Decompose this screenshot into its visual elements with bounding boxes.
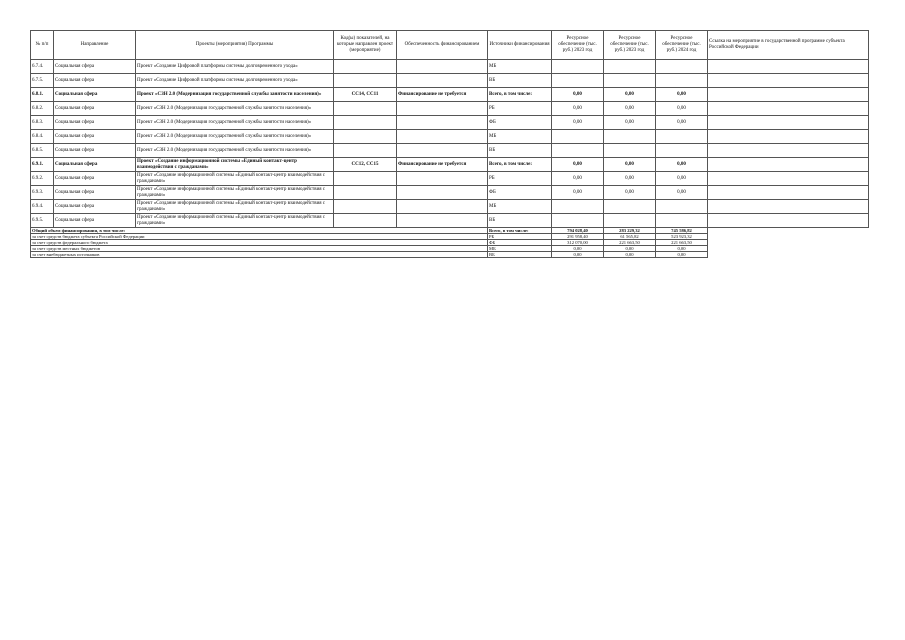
header-sources: Источники финансирования (488, 31, 552, 60)
row-source: Всего, в том числе: (488, 158, 552, 172)
table-row (31, 116, 869, 130)
row-value-2023: 0,00 (552, 172, 604, 186)
header-resources-2023: Ресурсное обеспечение (тыс. руб.) 2023 год (552, 31, 604, 60)
header-resources-2023b: Ресурсное обеспечение (тыс. руб.) 2023 год (604, 31, 656, 60)
row-value-2023b: 0,00 (604, 88, 656, 102)
summary-link (708, 252, 869, 258)
row-number: 6.7.4. (31, 60, 54, 74)
header-indicator-codes: Код(ы) показателей, на которые направлен проект (мероприятие) (334, 31, 397, 60)
row-value-2023b (604, 200, 656, 214)
summary-source: ФБ (488, 240, 552, 246)
row-value-2023b: 0,00 (604, 172, 656, 186)
row-value-2023b: 0,00 (604, 158, 656, 172)
row-value-2023 (552, 144, 604, 158)
row-project: Проект «Создание информационной системы «Единый контакт-центр взаимодействия с гражданами» (136, 200, 334, 214)
row-program-link (708, 102, 869, 116)
row-project: Проект «СЗН 2.0 (Модернизация государственной службы занятости населения)» (136, 88, 334, 102)
row-program-link (708, 130, 869, 144)
row-indicator-codes: СС14, СС11 (334, 88, 397, 102)
table-row (31, 200, 869, 214)
summary-value-2024: 745 586,82 (656, 228, 708, 234)
row-direction: Социальная сфера (54, 144, 136, 158)
financing-table (30, 30, 869, 258)
row-number: 6.8.2. (31, 102, 54, 116)
row-direction: Социальная сфера (54, 158, 136, 172)
table-row (31, 102, 869, 116)
row-number: 6.9.2. (31, 172, 54, 186)
row-value-2023 (552, 74, 604, 88)
row-source: ФБ (488, 116, 552, 130)
summary-source: Всего, в том числе: (488, 228, 552, 234)
table-row (31, 214, 869, 228)
row-value-2024 (656, 130, 708, 144)
row-source: ВБ (488, 144, 552, 158)
row-value-2023: 0,00 (552, 158, 604, 172)
row-indicator-codes (334, 186, 397, 200)
summary-value-2023b: 0,00 (604, 246, 656, 252)
summary-source: МБ (488, 246, 552, 252)
row-financing-need: Финансирование не требуется (397, 88, 488, 102)
row-direction: Социальная сфера (54, 200, 136, 214)
row-program-link (708, 200, 869, 214)
row-program-link (708, 60, 869, 74)
header-project: Проекты (мероприятия) Программы (136, 31, 334, 60)
row-indicator-codes (334, 102, 397, 116)
row-value-2023: 0,00 (552, 116, 604, 130)
row-value-2024: 0,00 (656, 88, 708, 102)
summary-value-2023b: 221 663,50 (604, 240, 656, 246)
row-project: Проект «СЗН 2.0 (Модернизация государственной службы занятости населения)» (136, 102, 334, 116)
header-financing-need: Обеспеченность финансированием (397, 31, 488, 60)
header-resources-2024: Ресурсное обеспечение (тыс. руб.) 2024 год (656, 31, 708, 60)
summary-value-2023: 0,00 (552, 252, 604, 258)
row-value-2023 (552, 130, 604, 144)
row-project: Проект «СЗН 2.0 (Модернизация государственной службы занятости населения)» (136, 130, 334, 144)
row-value-2024 (656, 144, 708, 158)
row-project: Проект «Создание Цифровой платформы системы долговременного ухода» (136, 74, 334, 88)
row-value-2023 (552, 200, 604, 214)
table-row (31, 60, 869, 74)
row-value-2023b: 0,00 (604, 102, 656, 116)
row-financing-need (397, 200, 488, 214)
row-program-link (708, 158, 869, 172)
row-program-link (708, 144, 869, 158)
row-value-2024: 0,00 (656, 158, 708, 172)
row-project: Проект «СЗН 2.0 (Модернизация государственной службы занятости населения)» (136, 116, 334, 130)
summary-value-2023: 0,00 (552, 246, 604, 252)
row-value-2023b: 0,00 (604, 116, 656, 130)
row-value-2023b (604, 144, 656, 158)
row-value-2024 (656, 74, 708, 88)
summary-source: РБ (488, 234, 552, 240)
row-number: 6.7.5. (31, 74, 54, 88)
row-project: Проект «Создание информационной системы «Единый контакт-центр взаимодействия с гражданами» (136, 172, 334, 186)
row-financing-need (397, 130, 488, 144)
row-source: МБ (488, 60, 552, 74)
row-value-2023 (552, 214, 604, 228)
row-value-2023b (604, 214, 656, 228)
row-source: МБ (488, 200, 552, 214)
row-program-link (708, 172, 869, 186)
table-row (31, 186, 869, 200)
row-project: Проект «Создание информационной системы «Единый контакт-центр взаимодействия с гражданами» (136, 158, 334, 172)
row-value-2024: 0,00 (656, 102, 708, 116)
summary-source: ВБ (488, 252, 552, 258)
row-value-2023b (604, 130, 656, 144)
header-row (31, 31, 869, 60)
row-value-2023b (604, 74, 656, 88)
row-financing-need (397, 116, 488, 130)
row-value-2024 (656, 200, 708, 214)
header-program-link: Ссылка на мероприятие в государственной программе субъекта Российской Федерации (708, 31, 869, 60)
row-direction: Социальная сфера (54, 102, 136, 116)
row-source: Всего, в том числе: (488, 88, 552, 102)
row-financing-need (397, 74, 488, 88)
row-number: 6.9.3. (31, 186, 54, 200)
summary-value-2024: 523 923,32 (656, 234, 708, 240)
row-number: 6.8.3. (31, 116, 54, 130)
row-source: ВБ (488, 214, 552, 228)
row-direction: Социальная сфера (54, 214, 136, 228)
row-program-link (708, 116, 869, 130)
row-source: МБ (488, 130, 552, 144)
row-value-2023 (552, 60, 604, 74)
row-financing-need: Финансирование не требуется (397, 158, 488, 172)
row-source: ВБ (488, 74, 552, 88)
summary-value-2024: 221 663,50 (656, 240, 708, 246)
row-financing-need (397, 214, 488, 228)
row-indicator-codes (334, 116, 397, 130)
header-direction: Направление (54, 31, 136, 60)
row-source: ФБ (488, 186, 552, 200)
summary-label: за счет средств бюджета субъекта Российской Федерации (31, 234, 488, 240)
summary-label: Общий объем финансирования, в том числе: (31, 228, 488, 234)
row-direction: Социальная сфера (54, 130, 136, 144)
row-value-2023b: 0,00 (604, 186, 656, 200)
table-body (31, 60, 869, 258)
row-indicator-codes (334, 130, 397, 144)
summary-value-2023b: 61 565,82 (604, 234, 656, 240)
row-value-2024: 0,00 (656, 172, 708, 186)
table-row (31, 158, 869, 172)
row-value-2024 (656, 214, 708, 228)
row-program-link (708, 74, 869, 88)
summary-value-2023: 312 070,00 (552, 240, 604, 246)
table-row (31, 88, 869, 102)
summary-value-2023: 794 028,40 (552, 228, 604, 234)
summary-label: за счет средств местных бюджетов (31, 246, 488, 252)
row-direction: Социальная сфера (54, 88, 136, 102)
row-source: РБ (488, 102, 552, 116)
summary-value-2023: 291 958,40 (552, 234, 604, 240)
row-financing-need (397, 172, 488, 186)
row-financing-need (397, 102, 488, 116)
summary-value-2024: 0,00 (656, 252, 708, 258)
row-program-link (708, 214, 869, 228)
row-indicator-codes (334, 200, 397, 214)
row-project: Проект «СЗН 2.0 (Модернизация государственной службы занятости населения)» (136, 144, 334, 158)
row-project: Проект «Создание информационной системы «Единый контакт-центр взаимодействия с гражданами» (136, 214, 334, 228)
row-indicator-codes (334, 60, 397, 74)
row-value-2024: 0,00 (656, 186, 708, 200)
row-value-2024 (656, 60, 708, 74)
summary-row (31, 252, 869, 258)
table-row (31, 130, 869, 144)
row-direction: Социальная сфера (54, 186, 136, 200)
row-program-link (708, 88, 869, 102)
row-direction: Социальная сфера (54, 172, 136, 186)
row-financing-need (397, 186, 488, 200)
row-financing-need (397, 60, 488, 74)
table-row (31, 144, 869, 158)
summary-value-2023b: 0,00 (604, 252, 656, 258)
row-direction: Социальная сфера (54, 116, 136, 130)
row-project: Проект «Создание информационной системы «Единый контакт-центр взаимодействия с гражданами» (136, 186, 334, 200)
row-value-2023: 0,00 (552, 186, 604, 200)
table-row (31, 74, 869, 88)
document-sheet (30, 30, 868, 258)
row-project: Проект «Создание Цифровой платформы системы долговременного ухода» (136, 60, 334, 74)
header-num: № п/п (31, 31, 54, 60)
row-financing-need (397, 144, 488, 158)
summary-value-2024: 0,00 (656, 246, 708, 252)
row-number: 6.8.5. (31, 144, 54, 158)
row-direction: Социальная сфера (54, 74, 136, 88)
table-row (31, 172, 869, 186)
summary-label: за счет внебюджетных источников (31, 252, 488, 258)
row-direction: Социальная сфера (54, 60, 136, 74)
row-number: 6.8.1. (31, 88, 54, 102)
row-program-link (708, 186, 869, 200)
row-indicator-codes (334, 214, 397, 228)
row-indicator-codes (334, 172, 397, 186)
row-indicator-codes (334, 74, 397, 88)
row-number: 6.9.4. (31, 200, 54, 214)
row-value-2023: 0,00 (552, 88, 604, 102)
row-number: 6.9.5. (31, 214, 54, 228)
row-value-2023b (604, 60, 656, 74)
row-value-2024: 0,00 (656, 116, 708, 130)
row-indicator-codes (334, 144, 397, 158)
row-value-2023: 0,00 (552, 102, 604, 116)
row-number: 6.9.1. (31, 158, 54, 172)
row-source: РБ (488, 172, 552, 186)
row-indicator-codes: СС12, СС15 (334, 158, 397, 172)
summary-value-2023b: 283 229,32 (604, 228, 656, 234)
summary-label: за счет средств федерального бюджета (31, 240, 488, 246)
row-number: 6.8.4. (31, 130, 54, 144)
